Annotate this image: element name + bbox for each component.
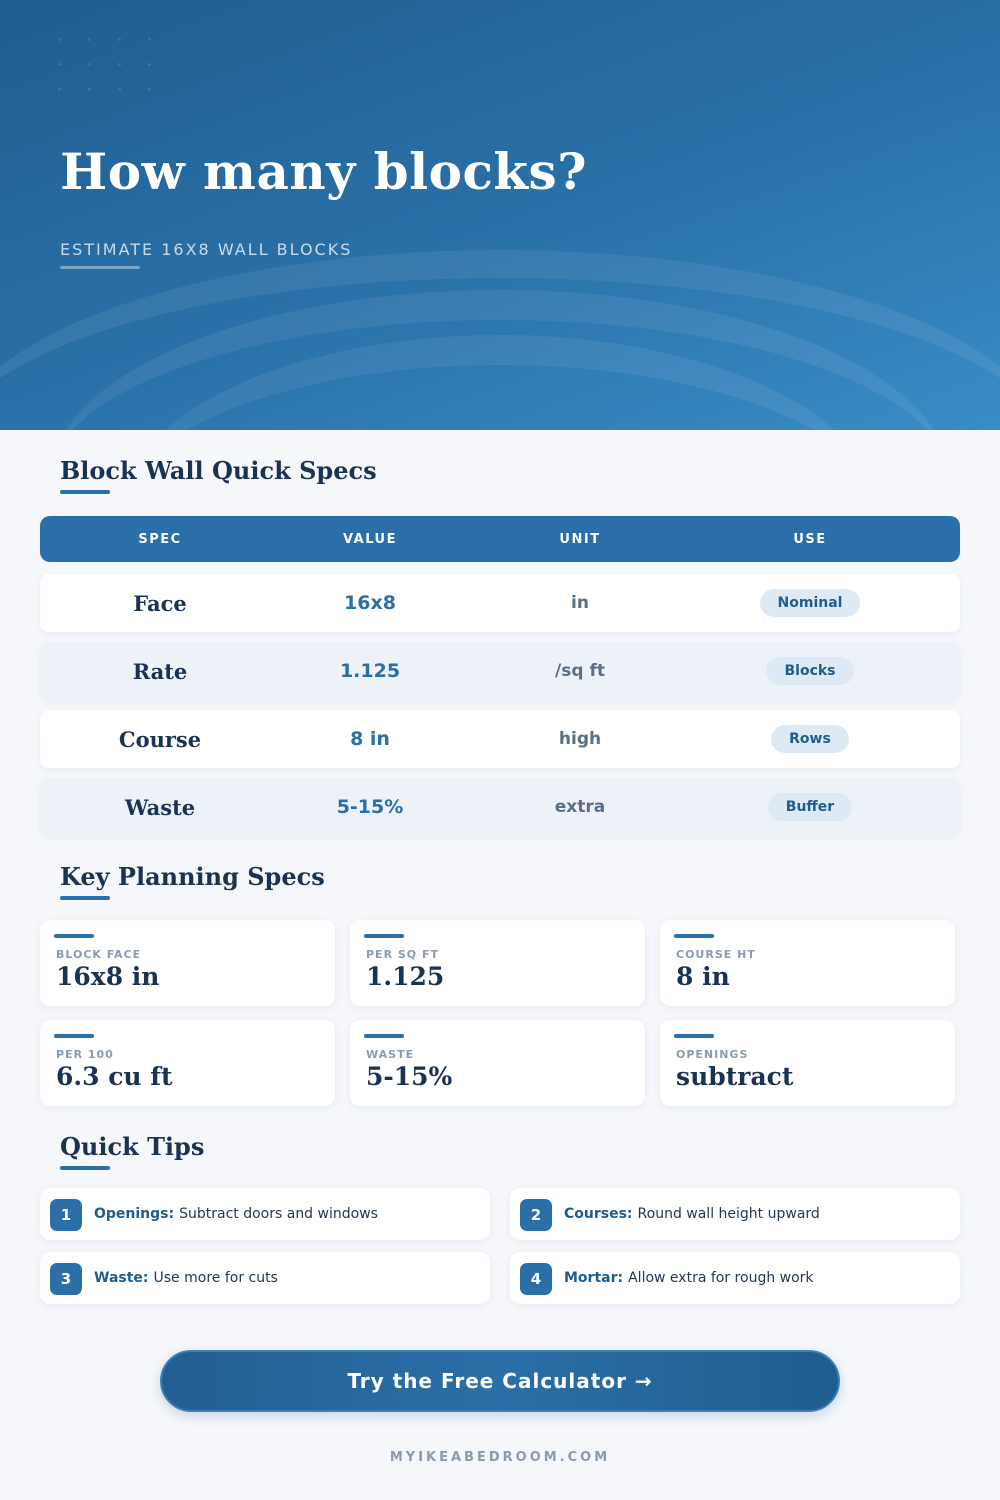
card-label: WASTE (366, 1048, 415, 1061)
specs-table-header (40, 516, 960, 562)
card-accent-bar (54, 934, 94, 938)
tip-number-badge: 2 (520, 1199, 552, 1231)
spec-name: Rate (132, 658, 188, 684)
spec-name: Face (133, 590, 187, 616)
table-row (40, 642, 960, 700)
decorative-dots (58, 38, 158, 98)
use-badge: Nominal (760, 589, 861, 617)
tip-heading: Courses: (564, 1206, 633, 1222)
heading-underline (60, 896, 110, 900)
spec-unit: extra (554, 797, 606, 817)
spec-card (40, 1020, 335, 1106)
spec-name: Course (118, 726, 202, 752)
free-calculator-button[interactable]: Try the Free Calculator → (160, 1350, 840, 1412)
tip-number-badge: 1 (50, 1199, 82, 1231)
spec-card (350, 1020, 645, 1106)
card-accent-bar (674, 1034, 714, 1038)
spec-name: Waste (124, 794, 196, 820)
card-value: 5-15% (366, 1062, 453, 1091)
tip-number-badge: 3 (50, 1263, 82, 1295)
tip-item (510, 1252, 960, 1304)
card-value: subtract (676, 1062, 794, 1091)
tip-heading: Mortar: (564, 1270, 624, 1286)
use-badge: Rows (771, 725, 849, 753)
card-label: OPENINGS (676, 1048, 749, 1061)
spec-unit: in (571, 593, 589, 613)
card-value: 1.125 (366, 962, 445, 991)
quick-specs-heading: Block Wall Quick Specs (60, 456, 377, 485)
use-badge: Buffer (768, 793, 852, 821)
column-header-spec: SPEC (138, 531, 182, 547)
tip-text: Use more for cuts (153, 1270, 278, 1286)
tip-heading: Openings: (94, 1206, 175, 1222)
tip-heading: Waste: (94, 1270, 149, 1286)
quick-tips-heading: Quick Tips (60, 1132, 205, 1161)
spec-card (350, 920, 645, 1006)
card-label: PER 100 (56, 1048, 114, 1061)
tip-number-badge: 4 (520, 1263, 552, 1295)
footer-site-name: MYIKEABEDROOM.COM (389, 1450, 611, 1465)
table-row (40, 710, 960, 768)
tip-text: Subtract doors and windows (179, 1206, 378, 1222)
tip-text: Round wall height upward (637, 1206, 820, 1222)
card-accent-bar (364, 934, 404, 938)
card-value: 6.3 cu ft (56, 1062, 173, 1091)
card-accent-bar (674, 934, 714, 938)
tip-item (510, 1188, 960, 1240)
card-label: PER SQ FT (366, 948, 439, 961)
column-header-unit: UNIT (559, 531, 601, 547)
card-label: BLOCK FACE (56, 948, 142, 961)
page-subtitle: ESTIMATE 16X8 WALL BLOCKS (60, 240, 353, 259)
spec-unit: high (558, 729, 602, 749)
spec-unit: /sq ft (555, 661, 605, 681)
tip-item (40, 1188, 490, 1240)
spec-card (40, 920, 335, 1006)
spec-card (660, 920, 955, 1006)
use-badge: Blocks (766, 657, 853, 685)
column-header-use: USE (793, 531, 827, 547)
card-value: 16x8 in (56, 962, 160, 991)
planning-specs-heading: Key Planning Specs (60, 862, 325, 891)
table-row (40, 778, 960, 836)
hero-banner (0, 0, 1000, 430)
spec-value: 8 in (350, 728, 390, 750)
heading-underline (60, 1166, 110, 1170)
spec-value: 16x8 (344, 592, 396, 614)
card-accent-bar (364, 1034, 404, 1038)
spec-card (660, 1020, 955, 1106)
table-row (40, 574, 960, 632)
card-accent-bar (54, 1034, 94, 1038)
card-label: COURSE HT (676, 948, 756, 961)
heading-underline (60, 490, 110, 494)
card-value: 8 in (676, 962, 730, 991)
column-header-value: VALUE (343, 531, 397, 547)
tip-text: Allow extra for rough work (628, 1270, 814, 1286)
spec-value: 1.125 (339, 660, 401, 682)
spec-value: 5-15% (336, 796, 404, 818)
tip-item (40, 1252, 490, 1304)
subtitle-underline (60, 266, 140, 269)
page-title: How many blocks? (60, 142, 587, 201)
